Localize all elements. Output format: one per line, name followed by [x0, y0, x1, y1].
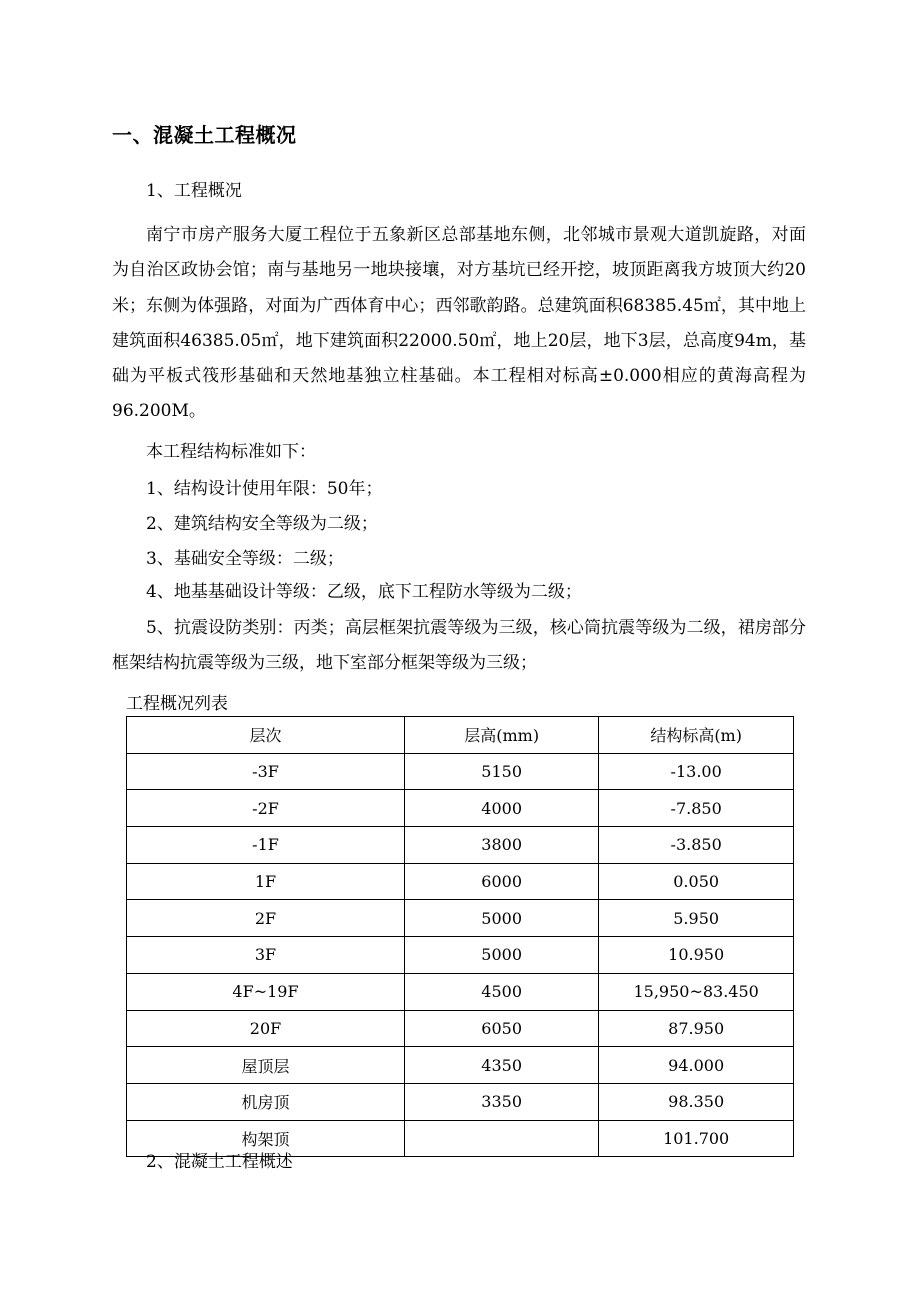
table-row: [127, 1047, 794, 1084]
cell-floor: -2F: [127, 790, 405, 827]
cell-floor-height: 5150: [405, 753, 599, 790]
cell-floor-height: 3350: [405, 1083, 599, 1120]
cell-structural-elevation: 10.950: [599, 937, 794, 974]
table-row: [127, 790, 794, 827]
table-row: [127, 937, 794, 974]
cell-floor: -1F: [127, 827, 405, 864]
cell-floor-height: 4500: [405, 973, 599, 1010]
cell-structural-elevation: 5.950: [599, 900, 794, 937]
cell-floor-height: 4000: [405, 790, 599, 827]
section-title: 一、混凝土工程概况: [112, 123, 297, 147]
structure-item: 2、建筑结构安全等级为二级；: [146, 514, 378, 534]
cell-structural-elevation: 98.350: [599, 1083, 794, 1120]
intro-paragraph: 南宁市房产服务大厦工程位于五象新区总部基地东侧，北邻城市景观大道凯旋路，对面为自治区政协会馆；南与基地另一地块接壤，对方基坑已经开挖，坡顶距离我方坡顶大约20米；东侧为体强路，对面为广西体育中心；西邻歌韵路。总建筑面积68385.45㎡，其中地上建筑面积46385.05㎡，地下建筑面积22000.50㎡，地上20层，地下3层，总高度94m，基础为平板式筏形基础和天然地基独立柱基础。本工程相对标高±0.000相应的黄海高程为96.200M。: [112, 225, 806, 422]
structure-item: 4、地基基础设计等级：乙级，底下工程防水等级为二级；: [146, 582, 582, 602]
table-row: [127, 1010, 794, 1047]
seismic-item: 5、抗震设防类别：丙类；高层框架抗震等级为三级，核心筒抗震等级为二级，裙房部分框架结构抗震等级为三级，地下室部分框架等级为三级；: [112, 618, 806, 674]
table-row: [127, 753, 794, 790]
cell-structural-elevation: 87.950: [599, 1010, 794, 1047]
cell-floor: 4F~19F: [127, 973, 405, 1010]
structure-intro: 本工程结构标准如下：: [146, 442, 316, 462]
cell-floor-height: 6050: [405, 1010, 599, 1047]
cell-floor: 构架顶: [127, 1120, 405, 1157]
cell-floor: -3F: [127, 753, 405, 790]
cell-structural-elevation: 94.000: [599, 1047, 794, 1084]
header-floor: 层次: [127, 717, 405, 754]
cell-structural-elevation: -3.850: [599, 827, 794, 864]
cell-structural-elevation: -7.850: [599, 790, 794, 827]
overview-table: [126, 716, 794, 1157]
cell-structural-elevation: 0.050: [599, 863, 794, 900]
cell-floor-height: 3800: [405, 827, 599, 864]
header-structural-elevation: 结构标高(m): [599, 717, 794, 754]
cell-floor-height: 5000: [405, 937, 599, 974]
cell-floor: 2F: [127, 900, 405, 937]
cell-structural-elevation: -13.00: [599, 753, 794, 790]
table-row: [127, 863, 794, 900]
cell-floor: 屋顶层: [127, 1047, 405, 1084]
cell-floor-height: 6000: [405, 863, 599, 900]
header-floor-height: 层高(mm): [405, 717, 599, 754]
cell-floor: 3F: [127, 937, 405, 974]
cell-floor-height: 5000: [405, 900, 599, 937]
table-caption: 工程概况列表: [126, 694, 228, 714]
table-header-row: [127, 717, 794, 754]
subsection-title-2: 2、混凝土工程概述: [146, 1152, 293, 1172]
cell-structural-elevation: 15,950~83.450: [599, 973, 794, 1010]
cell-structural-elevation: 101.700: [599, 1120, 794, 1157]
table-row: [127, 1083, 794, 1120]
cell-floor-height: [405, 1120, 599, 1157]
subsection-title-1: 1、工程概况: [146, 181, 242, 201]
cell-floor: 1F: [127, 863, 405, 900]
table-body: [127, 753, 794, 1157]
structure-item: 3、基础安全等级：二级；: [146, 549, 344, 569]
table-row: [127, 827, 794, 864]
cell-floor-height: 4350: [405, 1047, 599, 1084]
table-row: [127, 900, 794, 937]
cell-floor: 20F: [127, 1010, 405, 1047]
table-row: [127, 973, 794, 1010]
structure-item: 1、结构设计使用年限：50年；: [146, 479, 383, 499]
cell-floor: 机房顶: [127, 1083, 405, 1120]
